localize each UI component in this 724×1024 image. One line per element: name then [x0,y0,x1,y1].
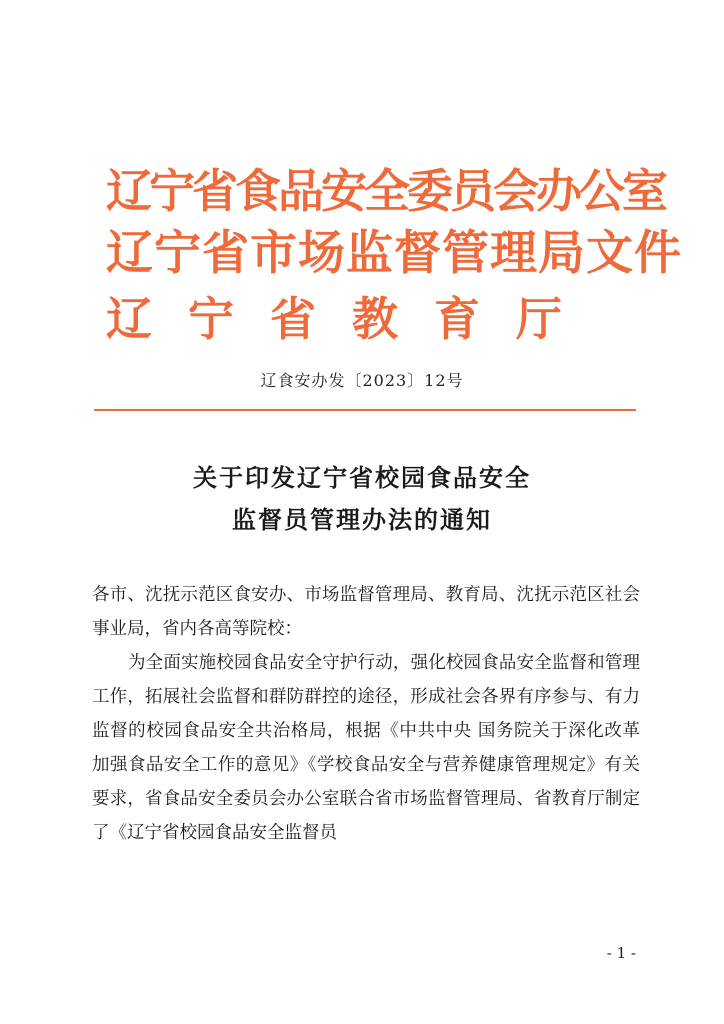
page-number: - 1 - [606,944,636,962]
salutation: 各市、沈抚示范区食安办、市场监督管理局、教育局、沈抚示范区社会事业局，省内各高等院校： [92,585,640,639]
document-title-line-1: 关于印发辽宁省校园食品安全 [193,463,531,492]
header-divider [94,409,636,411]
issuer-line-3: 辽宁省教育厅 [106,292,598,346]
body-paragraph: 为全面实施校园食品安全守护行动，强化校园食品安全监督和管理工作，拓展社会监督和群防群控的途径，形成社会各界有序参与、有力监督的校园食品安全共治格局，根据《中共中央 国务院关于深化改革加强食品安全工作的意见》《学校食品安全与营养健康管理规定》有关要求，省食品安全委员会办公室联合省市场监督管理局、省教育厅制定了《辽宁省校园食品安全监督员 [92,653,640,843]
issuer-line-1: 辽宁省食品安全委员会办公室 [106,164,665,218]
document-title-line-2: 监督员管理办法的通知 [232,505,492,534]
issuer-line-2: 辽宁省市场监督管理局文件 [106,226,682,281]
document-number: 辽食安办发〔2023〕12号 [260,371,464,390]
